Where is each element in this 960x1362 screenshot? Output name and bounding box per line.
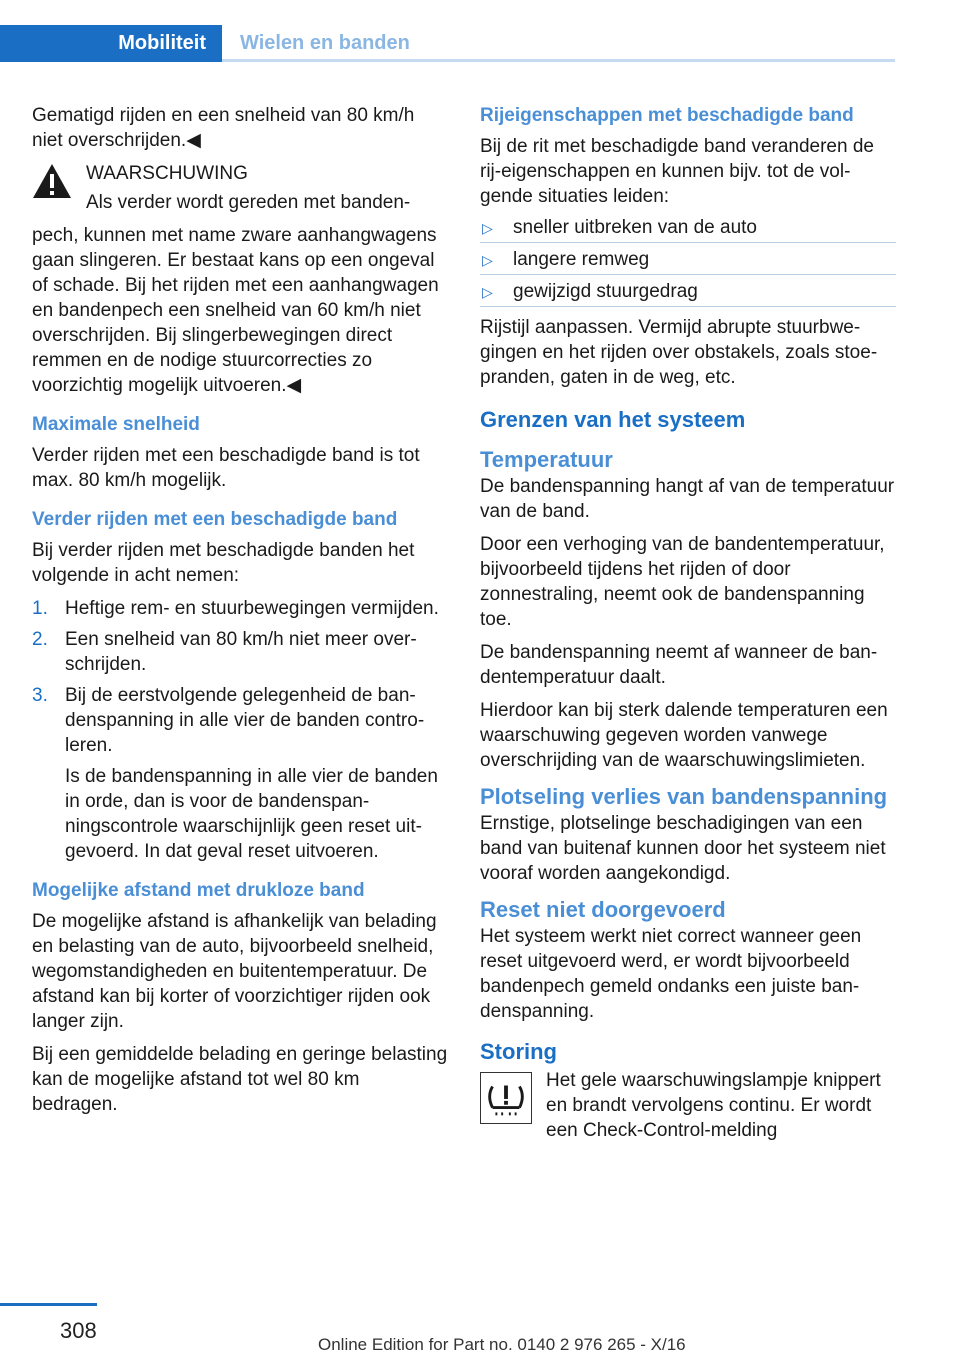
subheading-maximale-snelheid: Maximale snelheid <box>32 414 200 435</box>
heading-grenzen: Grenzen van het systeem <box>480 407 746 432</box>
list-item-text: Een snelheid van 80 km/h niet meer overschrijden. <box>65 629 417 675</box>
paragraph-temp-4: Hierdoor kan bij sterk dalende temperaturen een waarschuwing gegeven worden vanwege overschrijding van de waarschuwingslimieten. <box>480 700 888 771</box>
bullet-item <box>480 211 896 243</box>
heading-reset: Reset niet doorgevoerd <box>480 897 726 922</box>
paragraph-temp-3: De bandenspanning neemt af wanneer de bandentemperatuur daalt. <box>480 642 878 688</box>
tab-mobiliteit[interactable]: Mobiliteit <box>0 25 222 62</box>
warning-triangle-icon <box>32 163 72 199</box>
bullet-item <box>480 243 896 275</box>
subheading-rijeigenschappen: Rijeigenschappen met beschadigde band <box>480 105 854 126</box>
heading-plotseling-verlies: Plotseling verlies van bandenspanning <box>480 784 888 809</box>
paragraph-afstand-2: Bij een gemiddelde belading en geringe belasting kan de mogelijke afstand tot wel 80 km bedragen. <box>32 1044 448 1115</box>
list-item <box>32 683 448 864</box>
paragraph-max: Verder rijden met een beschadigde band is tot max. 80 km/h mogelijk. <box>32 445 420 491</box>
left-column <box>32 103 448 1125</box>
bullet-text: langere remweg <box>513 249 650 270</box>
paragraph-storing: Het gele waarschuwingslampje knippert en brandt vervolgens continu. Er wordt een Check-Control-melding <box>546 1070 881 1141</box>
bullet-item <box>480 275 896 307</box>
warning-block <box>32 161 448 398</box>
tire-pressure-warning-icon <box>480 1072 532 1124</box>
list-item-text: Heftige rem- en stuurbewegingen vermijden. <box>65 598 439 619</box>
triangle-bullet-icon: ▷ <box>482 284 493 300</box>
paragraph-rijstijl: Rijstijl aanpassen. Vermijd abrupte stuurbwegingen en het rijden over obstakels, zoals stoepranden, gaten in de weg, etc. <box>480 317 878 388</box>
paragraph-gematigd: Gematigd rijden en een snelheid van 80 km/h niet overschrijden.◀ <box>32 105 415 151</box>
heading-temperatuur: Temperatuur <box>480 447 613 472</box>
subheading-mogelijke-afstand: Mogelijke afstand met drukloze band <box>32 880 365 901</box>
numbered-list <box>32 596 448 864</box>
paragraph-temp-1: De bandenspanning hangt af van de temperatuur van de band. <box>480 476 895 522</box>
list-number: 2. <box>32 629 48 650</box>
bullet-list <box>480 211 896 307</box>
bullet-text: sneller uitbreken van de auto <box>513 217 757 238</box>
list-number: 3. <box>32 685 48 706</box>
header-rule <box>222 59 895 62</box>
heading-storing: Storing <box>480 1039 557 1064</box>
subheading-verder-rijden: Verder rijden met een beschadigde band <box>32 509 398 530</box>
paragraph-temp-2: Door een verhoging van de bandentemperatuur, bijvoorbeeld tijdens het rijden of door zonnestraling, neemt ook de bandenspanning toe. <box>480 534 885 630</box>
page-number: 308 <box>60 1318 97 1343</box>
footer-edition: Online Edition for Part no. 0140 2 976 265 - X/16 <box>318 1335 686 1354</box>
paragraph-afstand-1: De mogelijke afstand is afhankelijk van belading en belasting van de auto, bijvoorbeeld snelheid, wegomstandigheden en buitentemperatuur. De afstand kan bij korter of voorzichtiger rijden ook langer zijn. <box>32 911 437 1032</box>
tab-wielen-en-banden[interactable]: Wielen en banden <box>240 32 410 54</box>
right-column <box>480 103 896 1151</box>
footer-rule <box>0 1303 97 1306</box>
warning-text-first: Als verder wordt gereden met banden- <box>86 192 411 213</box>
paragraph-rij: Bij de rit met beschadigde band veranderen de rij-eigenschappen en kunnen bijv. tot de volgende situaties leiden: <box>480 136 874 207</box>
header-tabbar <box>0 25 895 62</box>
list-item-extra: Is de bandenspanning in alle vier de banden in orde, dan is voor de bandenspanningscontrole waarschijnlijk geen reset uitgevoerd. In dat geval reset uitvoeren. <box>65 766 438 862</box>
storing-block <box>480 1068 896 1143</box>
list-item <box>32 627 448 677</box>
paragraph-plotseling: Ernstige, plotselinge beschadigingen van een band van buitenaf kunnen door het systeem niet vooraf worden aangekondigd. <box>480 813 886 884</box>
list-item-text: Bij de eerstvolgende gelegenheid de bandenspanning in alle vier de banden controleren. <box>65 685 425 756</box>
warning-title: WAARSCHUWING <box>86 163 248 184</box>
list-number: 1. <box>32 598 48 619</box>
paragraph-verder: Bij verder rijden met beschadigde banden het volgende in acht nemen: <box>32 540 415 586</box>
triangle-bullet-icon: ▷ <box>482 220 493 236</box>
triangle-bullet-icon: ▷ <box>482 252 493 268</box>
paragraph-reset: Het systeem werkt niet correct wanneer geen reset uitgevoerd werd, er wordt bijvoorbeeld bandenpech gemeld ondanks een juiste bandenspanning. <box>480 926 862 1022</box>
list-item <box>32 596 448 621</box>
bullet-text: gewijzigd stuurgedrag <box>513 281 698 302</box>
warning-text: pech, kunnen met name zware aanhangwagens gaan slingeren. Er bestaat kans op een ongeval of schade. Bij het rijden met een aanhangwagen en bandenpech een snelheid van 60 km/h niet overschrijden. Bij slingerbewegingen direct remmen en de nodige stuurcorrecties zo voorzichtig mogelijk uitvoeren.◀ <box>32 225 439 396</box>
